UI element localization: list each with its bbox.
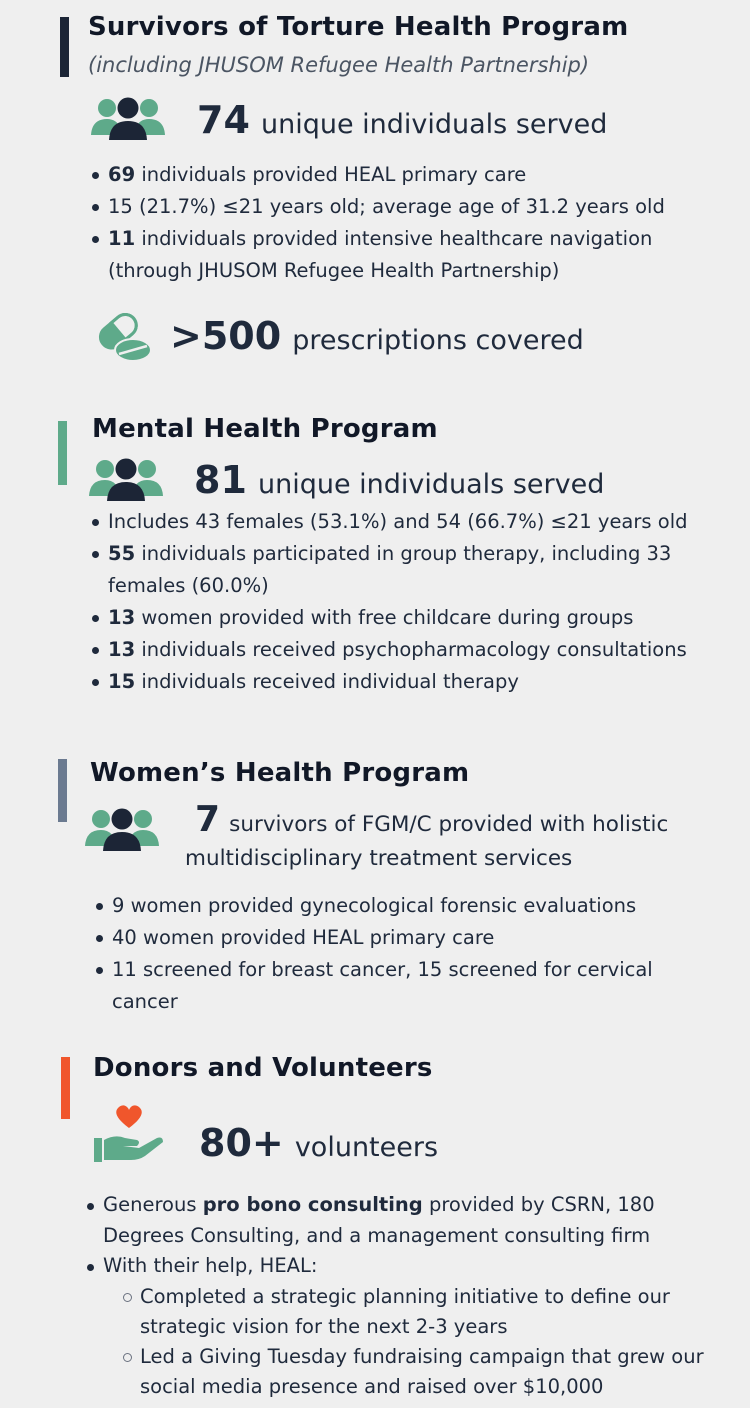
section-accent-bar bbox=[58, 759, 67, 822]
list-item: 15 (21.7%) ≤21 years old; average age of 31.2 years old bbox=[108, 191, 728, 223]
list-item: Generous pro bono consulting provided by CSRN, 180 Degrees Consulting, and a management consulting firm bbox=[103, 1190, 733, 1251]
stat-label: survivors of FGM/C provided with holistic multidisciplinary treatment services bbox=[185, 812, 669, 871]
fgmc-stat bbox=[185, 799, 725, 876]
prescriptions-stat bbox=[170, 314, 584, 358]
unique-individuals-stat bbox=[194, 458, 604, 502]
section-accent-bar bbox=[58, 421, 67, 485]
stat-number: 80+ bbox=[199, 1121, 284, 1165]
stat-number: >500 bbox=[170, 314, 282, 358]
list-item: Includes 43 females (53.1%) and 54 (66.7%) ≤21 years old bbox=[108, 506, 738, 538]
list-item: 13 individuals received psychopharmacology consultations bbox=[108, 634, 738, 666]
sub-bullet-list bbox=[103, 1282, 733, 1402]
donors-bullet-list bbox=[83, 1190, 733, 1402]
torture-bullet-list bbox=[88, 159, 728, 287]
list-item: 11 individuals provided intensive healthcare navigation (through JHUSOM Refugee Health Partnership) bbox=[108, 223, 728, 287]
people-group-icon bbox=[88, 456, 164, 502]
volunteers-stat bbox=[199, 1121, 438, 1165]
list-item: Completed a strategic planning initiative to define our strategic vision for the next 2-3 years bbox=[140, 1282, 733, 1342]
section-title: Survivors of Torture Health Program bbox=[88, 12, 629, 42]
list-item: 69 individuals provided HEAL primary care bbox=[108, 159, 728, 191]
women-bullet-list bbox=[92, 890, 702, 1018]
section-accent-bar bbox=[60, 17, 69, 77]
list-item: 11 screened for breast cancer, 15 screened for cervical cancer bbox=[112, 954, 702, 1018]
list-item: With their help, HEAL: Completed a strategic planning initiative to define our strategic vision for the next 2-3 years Led a Giving Tuesday fundraising campaign that grew our social media presence and raised over $10,000 bbox=[103, 1251, 733, 1402]
mental-bullet-list bbox=[88, 506, 738, 698]
list-item: 55 individuals participated in group therapy, including 33 females (60.0%) bbox=[108, 538, 738, 602]
list-item: 15 individuals received individual therapy bbox=[108, 666, 738, 698]
people-group-icon bbox=[84, 806, 160, 852]
hand-heart-icon bbox=[93, 1102, 165, 1166]
section-title: Women’s Health Program bbox=[90, 758, 470, 788]
list-item: 9 women provided gynecological forensic evaluations bbox=[112, 890, 702, 922]
stat-label: unique individuals served bbox=[260, 109, 608, 140]
stat-number: 81 bbox=[194, 458, 247, 502]
unique-individuals-stat bbox=[197, 98, 607, 142]
stat-number: 74 bbox=[197, 98, 250, 142]
section-title: Donors and Volunteers bbox=[93, 1053, 433, 1083]
stat-label: volunteers bbox=[294, 1132, 439, 1163]
stat-label: unique individuals served bbox=[257, 469, 605, 500]
section-title: Mental Health Program bbox=[92, 414, 438, 444]
pills-icon bbox=[93, 304, 155, 366]
list-item: 13 women provided with free childcare during groups bbox=[108, 602, 738, 634]
list-item: 40 women provided HEAL primary care bbox=[112, 922, 702, 954]
list-item: Led a Giving Tuesday fundraising campaign that grew our social media presence and raised over $10,000 bbox=[140, 1342, 733, 1402]
section-subtitle: (including JHUSOM Refugee Health Partnership) bbox=[88, 53, 590, 77]
section-accent-bar bbox=[61, 1057, 70, 1119]
stat-number: 7 bbox=[195, 799, 221, 840]
stat-label: prescriptions covered bbox=[292, 325, 584, 356]
people-group-icon bbox=[90, 95, 166, 141]
